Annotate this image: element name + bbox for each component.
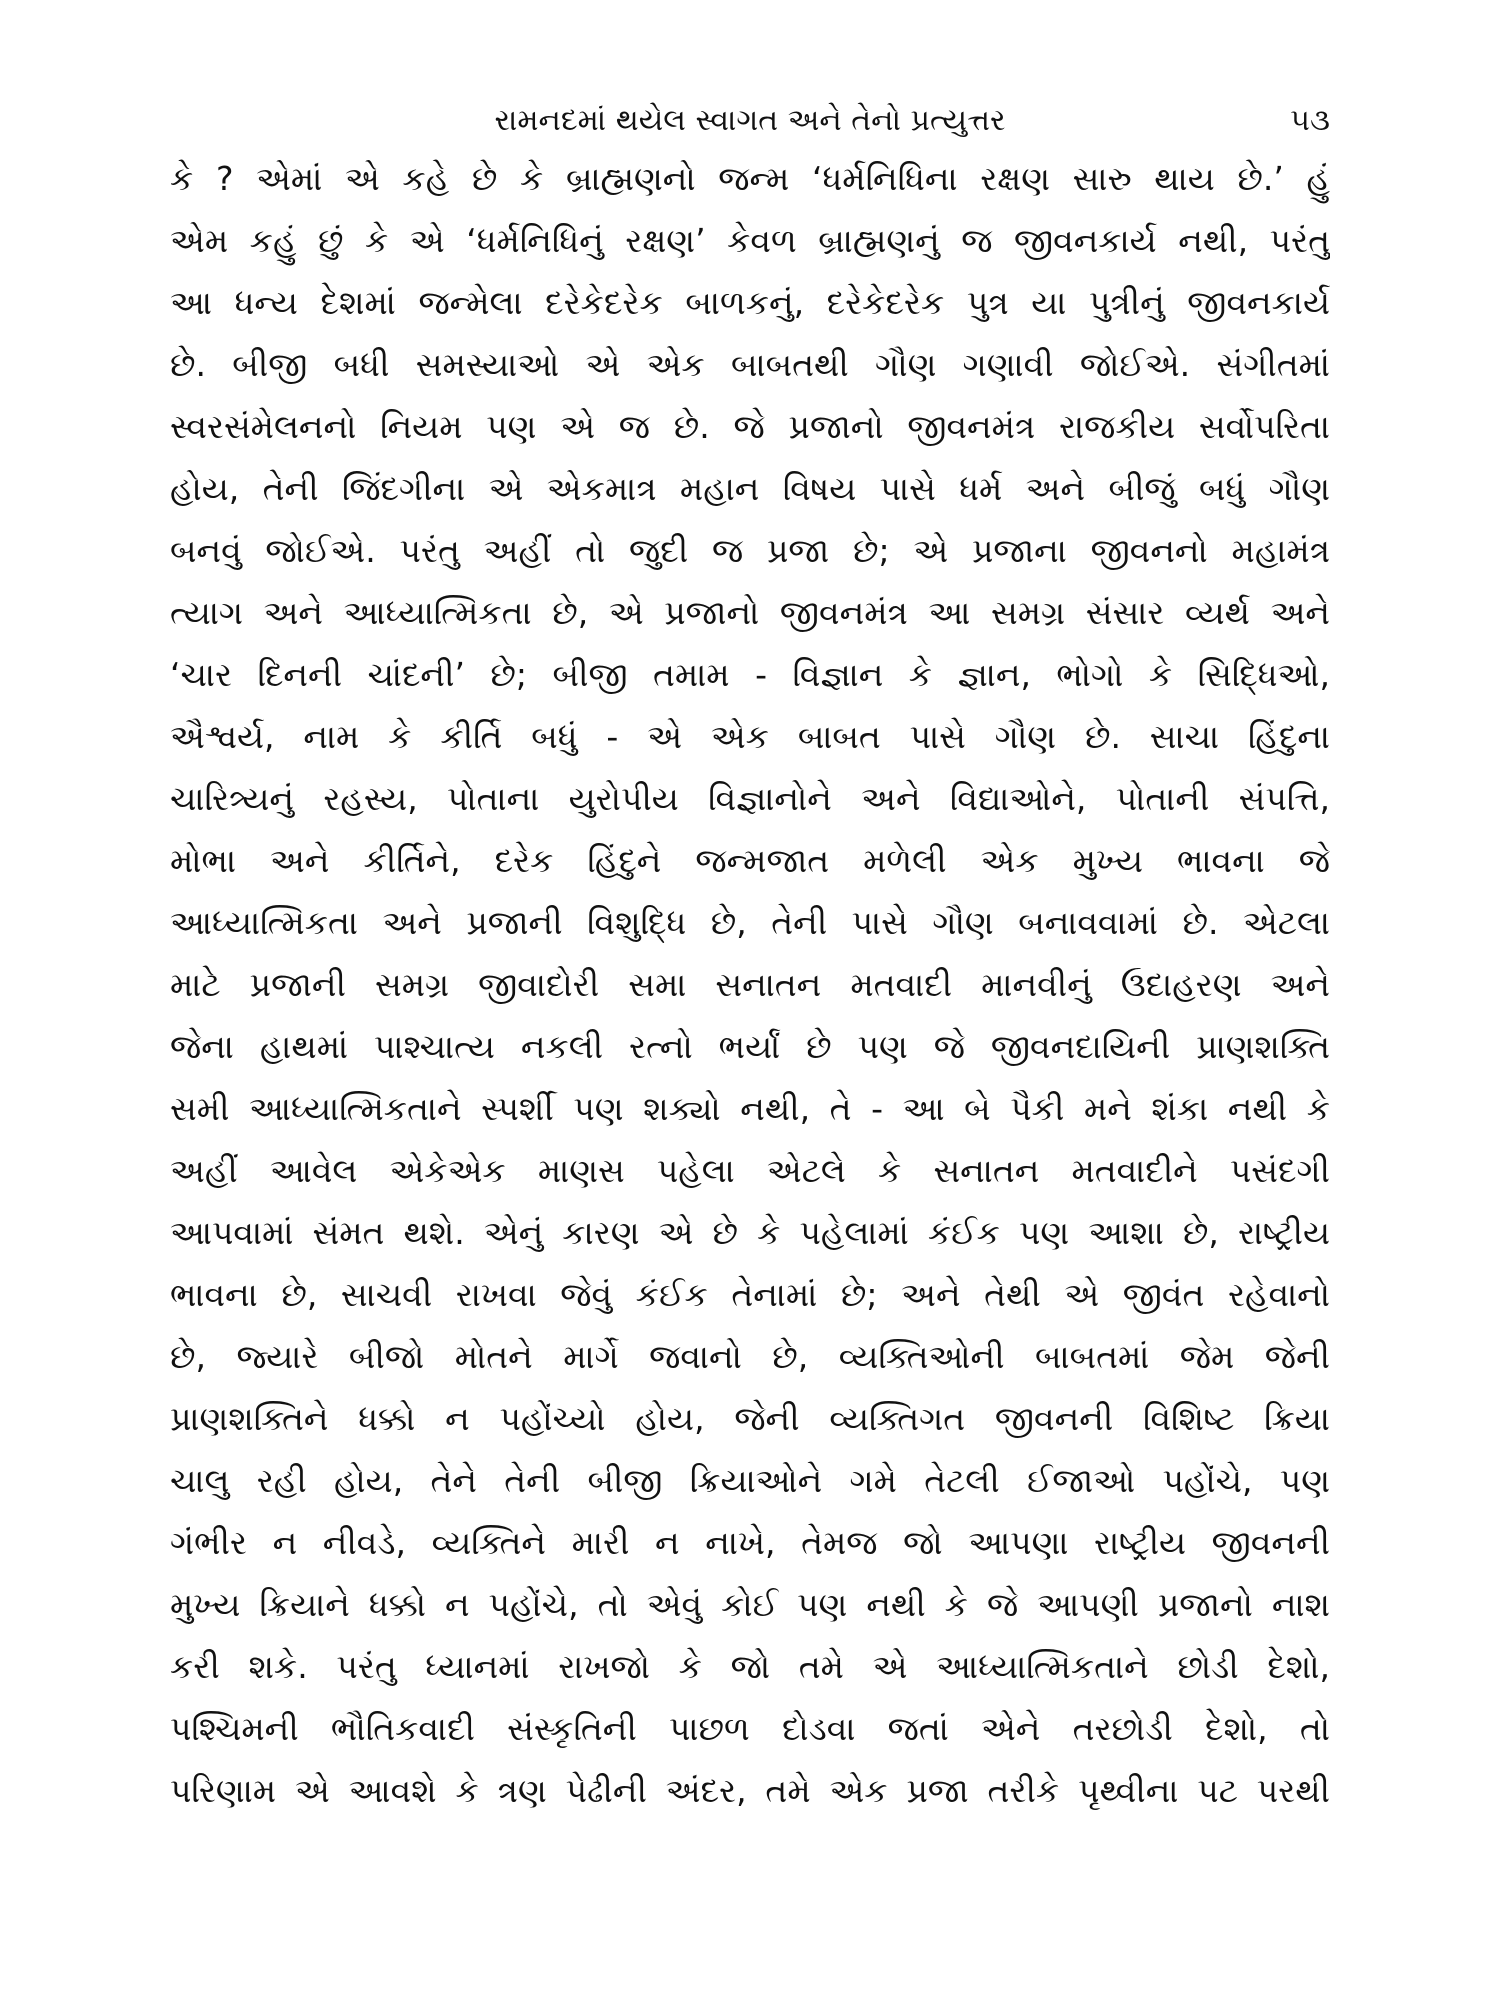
page-number: ૫૩ <box>1290 103 1330 138</box>
text-line: ચારિત્ર્યનું રહસ્ય, પોતાના યુરોપીય વિજ્ઞાનોને અને વિદ્યાઓને, પોતાની સંપત્તિ, <box>170 779 1330 818</box>
text-line: સ્વરસંમેલનનો નિયમ પણ એ જ છે. જે પ્રજાનો જીવનમંત્ર રાજકીય સર્વોપરિતા <box>170 407 1330 446</box>
text-line: કે ? એમાં એ કહે છે કે બ્રાહ્મણનો જન્મ ‘ધર્મનિધિના રક્ષણ સારુ થાય છે.’ હું <box>170 159 1330 198</box>
text-line: પશ્ચિમની ભૌતિકવાદી સંસ્કૃતિની પાછળ દોડવા જતાં એને તરછોડી દેશો, તો <box>170 1709 1330 1748</box>
text-line: આપવામાં સંમત થશે. એનું કારણ એ છે કે પહેલામાં કંઈક પણ આશા છે, રાષ્ટ્રીય <box>170 1213 1330 1252</box>
text-line: માટે પ્રજાની સમગ્ર જીવાદોરી સમા સનાતન મતવાદી માનવીનું ઉદાહરણ અને <box>170 965 1330 1004</box>
text-line: બનવું જોઈએ. પરંતુ અહીં તો જુદી જ પ્રજા છે; એ પ્રજાના જીવનનો મહામંત્ર <box>170 531 1330 570</box>
text-line: આ ધન્ય દેશમાં જન્મેલા દરેકેદરેક બાળકનું, દરેકેદરેક પુત્ર યા પુત્રીનું જીવનકાર્ય <box>170 283 1330 322</box>
text-line: મોભા અને કીર્તિને, દરેક હિંદુને જન્મજાત મળેલી એક મુખ્ય ભાવના જે <box>170 841 1330 880</box>
text-line: કરી શકે. પરંતુ ધ્યાનમાં રાખજો કે જો તમે એ આધ્યાત્મિકતાને છોડી દેશો, <box>170 1647 1330 1686</box>
body-text <box>170 148 1330 1822</box>
running-header <box>170 96 1330 146</box>
text-line: પ્રાણશક્તિને ધક્કો ન પહોંચ્યો હોય, જેની વ્યક્તિગત જીવનની વિશિષ્ટ ક્રિયા <box>170 1399 1330 1438</box>
text-line: ત્યાગ અને આધ્યાત્મિકતા છે, એ પ્રજાનો જીવનમંત્ર આ સમગ્ર સંસાર વ્યર્થ અને <box>170 593 1330 632</box>
running-title: રામનદમાં થયેલ સ્વાગત અને તેનો પ્રત્યુત્તર <box>494 103 1006 138</box>
text-line: મુખ્ય ક્રિયાને ધક્કો ન પહોંચે, તો એવું કોઈ પણ નથી કે જે આપણી પ્રજાનો નાશ <box>170 1585 1330 1624</box>
text-line: અહીં આવેલ એકેએક માણસ પહેલા એટલે કે સનાતન મતવાદીને પસંદગી <box>170 1151 1330 1190</box>
text-line: હોય, તેની જિંદગીના એ એકમાત્ર મહાન વિષય પાસે ધર્મ અને બીજું બધું ગૌણ <box>170 469 1330 508</box>
text-line: ભાવના છે, સાચવી રાખવા જેવું કંઈક તેનામાં છે; અને તેથી એ જીવંત રહેવાનો <box>170 1275 1330 1314</box>
text-line: ઐશ્વર્ય, નામ કે કીર્તિ બધું - એ એક બાબત પાસે ગૌણ છે. સાચા હિંદુના <box>170 717 1330 756</box>
text-line: આધ્યાત્મિકતા અને પ્રજાની વિશુદ્ધિ છે, તેની પાસે ગૌણ બનાવવામાં છે. એટલા <box>170 903 1330 942</box>
text-line: એમ કહું છું કે એ ‘ધર્મનિધિનું રક્ષણ’ કેવળ બ્રાહ્મણનું જ જીવનકાર્ય નથી, પરંતુ <box>170 221 1330 260</box>
text-line: ‘ચાર દિનની ચાંદની’ છે; બીજી તમામ - વિજ્ઞાન કે જ્ઞાન, ભોગો કે સિદ્ધિઓ, <box>170 655 1330 694</box>
text-line: ગંભીર ન નીવડે, વ્યક્તિને મારી ન નાખે, તેમજ જો આપણા રાષ્ટ્રીય જીવનની <box>170 1523 1330 1562</box>
text-line: છે. બીજી બધી સમસ્યાઓ એ એક બાબતથી ગૌણ ગણાવી જોઈએ. સંગીતમાં <box>170 345 1330 384</box>
text-line: જેના હાથમાં પાશ્ચાત્ય નકલી રત્નો ભર્યાં છે પણ જે જીવનદાયિની પ્રાણશક્તિ <box>170 1027 1330 1066</box>
text-line: સમી આધ્યાત્મિકતાને સ્પર્શી પણ શક્યો નથી, તે - આ બે પૈકી મને શંકા નથી કે <box>170 1089 1330 1128</box>
text-line: પરિણામ એ આવશે કે ત્રણ પેઢીની અંદર, તમે એક પ્રજા તરીકે પૃથ્વીના પટ પરથી <box>170 1771 1330 1810</box>
text-line: ચાલુ રહી હોય, તેને તેની બીજી ક્રિયાઓને ગમે તેટલી ઈજાઓ પહોંચે, પણ <box>170 1461 1330 1500</box>
text-line: છે, જ્યારે બીજો મોતને માર્ગે જવાનો છે, વ્યક્તિઓની બાબતમાં જેમ જેની <box>170 1337 1330 1376</box>
